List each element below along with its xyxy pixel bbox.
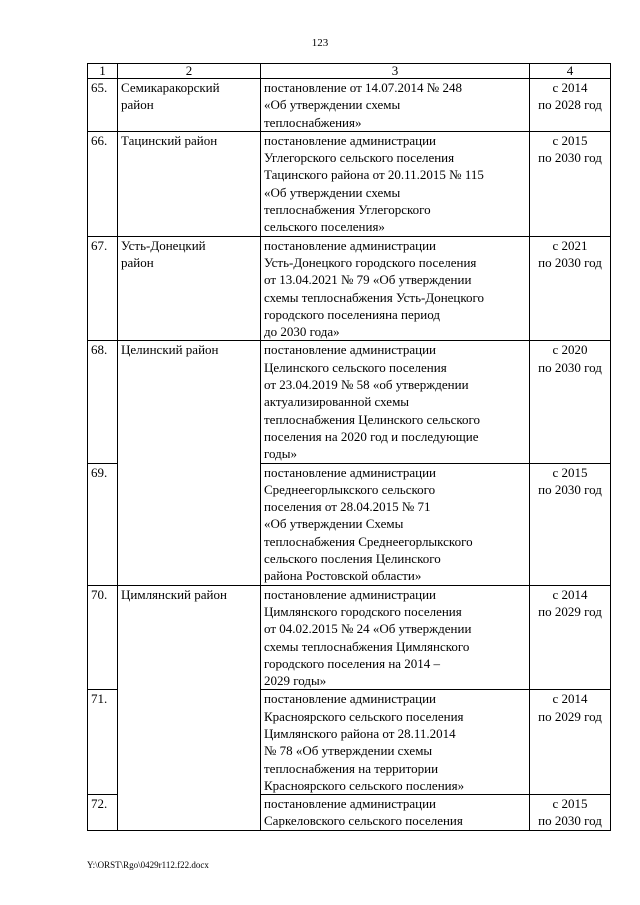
document-description: постановление администрации Саркеловского сельского поселения <box>261 795 530 831</box>
validity-term: с 2014 по 2028 год <box>530 79 611 132</box>
document-description: постановление администрации Целинского сельского поселения от 23.04.2019 № 58 «об утверждении актуализированной схемы теплоснабжения Целинского сельского поселения на 2020 год и последующие годы» <box>261 341 530 463</box>
document-description: постановление администрации Цимлянского городского поселения от 04.02.2015 № 24 «Об утверждении схемы теплоснабжения Цимлянского городского поселения на 2014 – 2029 годы» <box>261 585 530 690</box>
validity-term: с 2015 по 2030 год <box>530 131 611 236</box>
heat-supply-table <box>87 63 611 831</box>
header-col-1: 1 <box>88 64 118 79</box>
header-col-3: 3 <box>261 64 530 79</box>
page-number: 123 <box>311 37 329 49</box>
table-row <box>88 585 611 690</box>
document-description: постановление администрации Усть-Донецкого городского поселения от 13.04.2021 № 79 «Об утверждении схемы теплоснабжения Усть-Донецкого городского поселенияна период до 2030 года» <box>261 236 530 341</box>
table-row <box>88 79 611 132</box>
row-number: 69. <box>88 463 118 585</box>
validity-term: с 2014 по 2029 год <box>530 585 611 690</box>
district-name: Тацинский район <box>118 131 261 236</box>
table-row <box>88 131 611 236</box>
table-header-row <box>88 64 611 79</box>
district-name: Семикаракорский район <box>118 79 261 132</box>
header-col-2: 2 <box>118 64 261 79</box>
validity-term: с 2014 по 2029 год <box>530 690 611 795</box>
district-name: Цимлянский район <box>118 585 261 830</box>
row-number: 67. <box>88 236 118 341</box>
row-number: 71. <box>88 690 118 795</box>
validity-term: с 2015 по 2030 год <box>530 463 611 585</box>
validity-term: с 2015 по 2030 год <box>530 795 611 831</box>
document-description: постановление администрации Среднеегорлыкского сельского поселения от 28.04.2015 № 71 «Об утверждении Схемы теплоснабжения Среднеегорлыкского сельского посления Целинского района Ростовской области» <box>261 463 530 585</box>
row-number: 70. <box>88 585 118 690</box>
table-row <box>88 341 611 463</box>
district-name: Усть-Донецкий район <box>118 236 261 341</box>
validity-term: с 2021 по 2030 год <box>530 236 611 341</box>
document-description: постановление администрации Углегорского сельского поселения Тацинского района от 20.11.2015 № 115 «Об утверждении схемы теплоснабжения Углегорского сельского поселения» <box>261 131 530 236</box>
document-description: постановление администрации Красноярского сельского поселения Цимлянского района от 28.11.2014 № 78 «Об утверждении схемы теплоснабжения на территории Красноярского сельского посления» <box>261 690 530 795</box>
validity-term: с 2020 по 2030 год <box>530 341 611 463</box>
row-number: 66. <box>88 131 118 236</box>
file-path-footer: Y:\ORST\Rgo\0429r112.f22.docx <box>87 860 209 870</box>
header-col-4: 4 <box>530 64 611 79</box>
district-name: Целинский район <box>118 341 261 585</box>
row-number: 72. <box>88 795 118 831</box>
row-number: 68. <box>88 341 118 463</box>
table-row <box>88 236 611 341</box>
document-description: постановление от 14.07.2014 № 248 «Об утверждении схемы теплоснабжения» <box>261 79 530 132</box>
row-number: 65. <box>88 79 118 132</box>
